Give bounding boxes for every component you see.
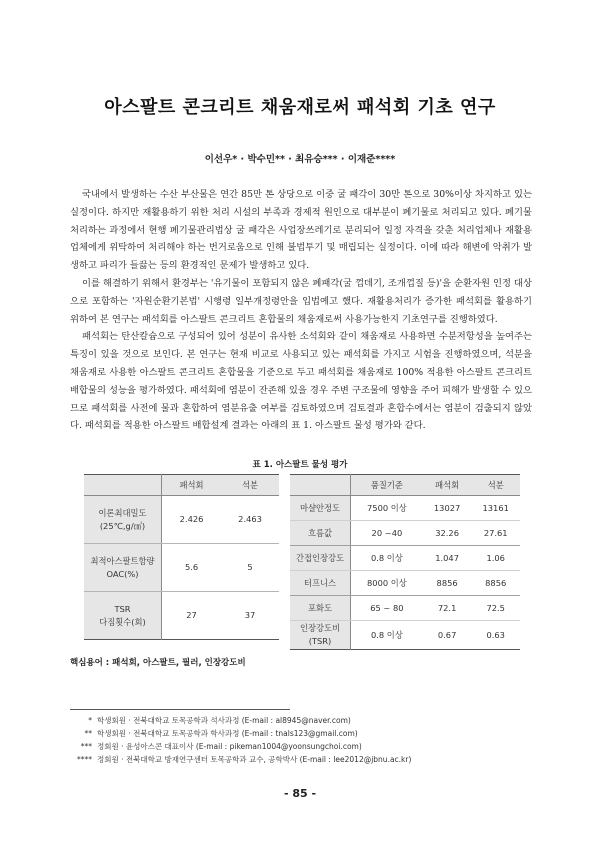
body-paragraph: 패석회는 탄산칼슘으로 구성되어 있어 성분이 유사한 소석회와 같이 채움재로 사용하면 수분저항성을 높여주는 특징이 있을 것으로 보인다. 본 연구는 현재 비교로 사용되고 있는 패석회를 가지고 시험을 진행하였으며, 석분을 채움재로 사용한 아스팔트 콘크리트 혼합물을 기준으로 두고 패석회를 채움재로 100% 적용한 아스팔트 콘크리트 배합물의 성능을 평가하였다. 패석회에 염분이 잔존해 있을 경우 주변 구조물에 영향을 주어 피해가 발생할 수 있으므로 패석회를 사전에 물과 혼합하여 염분유출 여부를 검토하였으며 검토결과 혼합수에서는 염분이 검출되지 않았다. 패석회를 적용한 아스팔트 배합설계 결과는 아래의 표 1. 아스팔트 물성 평가와 같다. — [70, 331, 532, 432]
row-label: 포화도 — [290, 596, 351, 621]
keywords: 핵심용어 : 패석회, 아스팔트, 필러, 인장강도비 — [70, 658, 246, 668]
table-row — [84, 592, 279, 640]
table-header-cell: 석분 — [221, 475, 279, 496]
table-row — [290, 546, 520, 571]
table-cell: 0.8 이상 — [370, 629, 403, 640]
table-row — [84, 544, 279, 592]
table-header-corner — [84, 475, 162, 496]
table-cell: 2.426 — [162, 496, 222, 544]
table-cell: 0.63 — [486, 629, 505, 640]
asphalt-density-table — [84, 474, 279, 640]
row-label: 최적아스팔트함량 OAC(%) — [84, 544, 162, 592]
table-row — [290, 596, 520, 621]
row-label: 인장강도비 (TSR) — [290, 621, 351, 650]
row-label: 간접인장강도 — [290, 546, 351, 571]
table-cell: 27 — [186, 610, 197, 620]
table-header-corner — [290, 475, 351, 496]
body-paragraph: 국내에서 발생하는 수산 부산물은 연간 85만 톤 상당으로 이중 굴 패각이 30만 톤으로 30%이상 차지하고 있는 실정이다. 하지만 재활용하기 위한 처리 시설의 부족과 경제적 원인으로 대부분이 폐기물로 처리되고 있다. 폐기물 처리하는 과정에서 현행 폐기물관리법상 굴 패각은 사업장쓰레기로 분리되어 일정 자격을 갖춘 처리업체나 재활용 업체에게 위탁하여 처리해야 하는 번거로움으로 인해 불법투기 및 매립되는 실정이다. 이에 따라 해변에 악취가 발생하고 파리가 들끓는 등의 환경적인 문제가 발생하고 있다. — [70, 189, 532, 272]
table-cell: 65 ~ 80 — [351, 596, 423, 621]
table-row — [290, 571, 520, 596]
table-cell: 1.06 — [471, 546, 520, 571]
body-paragraph: 이를 해결하기 위해서 환경부는 '유기물이 포함되지 않은 폐패각(굴 껍데기, 조개껍질 등)'을 순환자원 인정 대상으로 포함하는 '자원순환기본법' 시행령 일부개정령안을 입법예고 했다. 재활용처리가 증가한 패석회를 활용하기 위하여 본 연구는 패석회를 아스팔트 콘크리트 혼합물의 채움재로써 사용가능한지 기초연구를 진행하였다. — [70, 277, 532, 325]
table-cell: 5 — [221, 544, 279, 592]
table-row — [290, 496, 520, 521]
table-cell: 7500 이상 — [351, 496, 423, 521]
footnote-divider — [70, 709, 290, 710]
table-header-cell: 패석회 — [423, 475, 472, 496]
asphalt-quality-table — [290, 474, 520, 650]
page-number: - 85 - — [283, 787, 317, 800]
table-cell: 27.61 — [471, 521, 520, 546]
footnote: ** 학생회원 · 전북대학교 토목공학과 학사과정 (E-mail : tnals123@gmail.com) — [84, 729, 358, 738]
table-cell: 13027 — [423, 496, 472, 521]
row-label: 이론최대밀도 (25℃,g/㎤) — [84, 496, 162, 544]
footnote: *** 정회원 · 윤성아스콘 대표이사 (E-mail : pikeman1004@yoonsungchoi.com) — [80, 742, 362, 751]
row-label: 마샬안정도 — [290, 496, 351, 521]
table-cell: 5.6 — [162, 544, 222, 592]
row-label: 흐름값 — [290, 521, 351, 546]
table-cell: 0.8 이상 — [351, 546, 423, 571]
table-cell: 8000 이상 — [351, 571, 423, 596]
table-cell: 8856 — [471, 571, 520, 596]
footnote: **** 정회원 · 전북대학교 방재연구센터 토목공학과 교수, 공학박사 (E-mail : lee2012@jbnu.ac.kr) — [77, 755, 412, 764]
row-label: TSR 다짐횟수(회) — [84, 592, 162, 640]
table-cell: 72.5 — [471, 596, 520, 621]
table-cell: 37 — [244, 610, 256, 620]
author-list: 이선우* · 박수민** · 최유승*** · 이재준**** — [204, 154, 396, 165]
table-cell: 0.67 — [437, 629, 457, 640]
table-header-cell: 석분 — [471, 475, 520, 496]
abstract-body — [70, 186, 532, 435]
table-header-cell: 품질기준 — [351, 475, 423, 496]
table-header-cell: 패석회 — [162, 475, 222, 496]
row-label: 터프니스 — [290, 571, 351, 596]
table-row — [84, 496, 279, 544]
table-cell: 2.463 — [221, 496, 279, 544]
table-cell: 1.047 — [423, 546, 472, 571]
table-cell: 20 ~40 — [351, 521, 423, 546]
table-cell: 72.1 — [423, 596, 472, 621]
page-title: 아스팔트 콘크리트 채움재로써 패석회 기초 연구 — [104, 97, 496, 118]
table-row — [290, 521, 520, 546]
table-caption: 표 1. 아스팔트 물성 평가 — [252, 460, 348, 470]
table-row — [290, 621, 520, 650]
table-cell: 8856 — [423, 571, 472, 596]
table-cell: 13161 — [471, 496, 520, 521]
footnotes — [70, 714, 540, 766]
table-cell: 32.26 — [423, 521, 472, 546]
footnote: * 학생회원 · 전북대학교 토목공학과 석사과정 (E-mail : al8945@naver.com) — [88, 716, 351, 725]
